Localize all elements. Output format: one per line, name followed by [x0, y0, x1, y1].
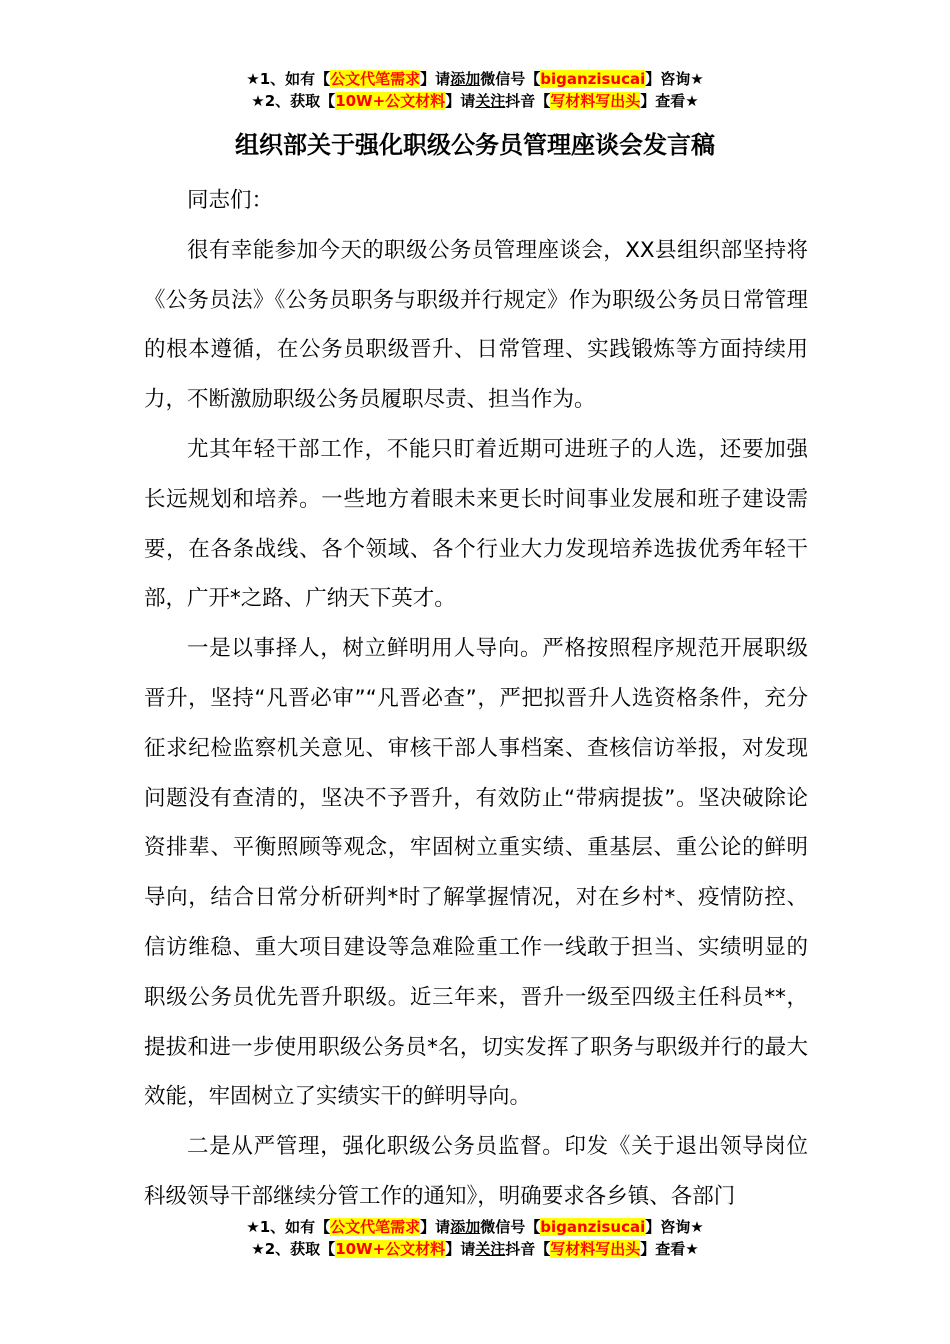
promo-text: 微信号【 [480, 1218, 541, 1236]
promo-text: 】查看★ [640, 92, 699, 110]
promo-banner-top [0, 68, 950, 112]
promo-highlight-wechat-id: biganzisucai [540, 1218, 646, 1236]
promo-underlined-text: 关注 [475, 92, 506, 110]
promo-highlight-wechat-id: biganzisucai [540, 70, 646, 88]
promo-text: 】咨询★ [645, 70, 704, 88]
promo-line-2 [0, 90, 950, 112]
promo-text: 】请 [445, 92, 476, 110]
salutation: 同志们： [187, 188, 274, 213]
promo-underlined-text: 添加 [450, 70, 481, 88]
promo-highlight-douyin-id: 写材料写出头 [550, 1240, 641, 1258]
promo-text: 】咨询★ [645, 1218, 704, 1236]
promo-text: 】请 [420, 1218, 451, 1236]
promo-text: 】请 [420, 70, 451, 88]
promo-text: 抖音【 [505, 92, 551, 110]
promo-highlight-douyin-id: 写材料写出头 [550, 92, 641, 110]
paragraph: 很有幸能参加今天的职级公务员管理座谈会，XX县组织部坚持将《公务员法》《公务员职务与职级并行规定》作为职级公务员日常管理的根本遵循，在公务员职级晋升、日常管理、实践锻炼等方面持续用力，不断激励职级公务员履职尽责、担当作为。 [144, 237, 808, 413]
promo-highlight: 10W+公文材料 [335, 1240, 446, 1258]
paragraph: 二是从严管理，强化职级公务员监督。印发《关于退出领导岗位科级领导干部继续分管工作的通知》，明确要求各乡镇、各部门 [144, 1134, 808, 1209]
promo-highlight: 10W+公文材料 [335, 92, 446, 110]
promo-text: ★1、如有【 [246, 1218, 331, 1236]
promo-text: 微信号【 [480, 70, 541, 88]
document-body [144, 176, 808, 1222]
promo-text: 】请 [445, 1240, 476, 1258]
promo-underlined-text: 关注 [475, 1240, 506, 1258]
promo-text: 】查看★ [640, 1240, 699, 1258]
promo-text: 抖音【 [505, 1240, 551, 1258]
promo-banner-bottom [0, 1216, 950, 1260]
paragraph: 尤其年轻干部工作，不能只盯着近期可进班子的人选，还要加强长远规划和培养。一些地方着眼未来更长时间事业发展和班子建设需要，在各条战线、各个领域、各个行业大力发现培养选拔优秀年轻干部，广开*之路、广纳天下英才。 [144, 436, 808, 612]
paragraph: 一是以事择人，树立鲜明用人导向。严格按照程序规范开展职级晋升，坚持“凡晋必审”“凡晋必查”，严把拟晋升人选资格条件，充分征求纪检监察机关意见、审核干部人事档案、查核信访举报，对发现问题没有查清的，坚决不予晋升，有效防止“带病提拔”。坚决破除论资排辈、平衡照顾等观念，牢固树立重实绩、重基层、重公论的鲜明导向，结合日常分析研判*时了解掌握情况，对在乡村*、疫情防控、信访维稳、重大项目建设等急难险重工作一线敢于担当、实绩明显的职级公务员优先晋升职级。近三年来，晋升一级至四级主任科员**，提拔和进一步使用职级公务员*名，切实发挥了职务与职级并行的最大效能，牢固树立了实绩实干的鲜明导向。 [144, 636, 808, 1110]
promo-line-2 [0, 1238, 950, 1260]
promo-highlight: 公文代笔需求 [330, 1218, 421, 1236]
promo-text: ★2、获取【 [251, 1240, 336, 1258]
promo-text: ★1、如有【 [246, 70, 331, 88]
promo-highlight: 公文代笔需求 [330, 70, 421, 88]
promo-line-1 [0, 68, 950, 90]
promo-text: ★2、获取【 [251, 92, 336, 110]
promo-line-1 [0, 1216, 950, 1238]
document-title: 组织部关于强化职级公务员管理座谈会发言稿 [235, 131, 715, 159]
promo-underlined-text: 添加 [450, 1218, 481, 1236]
